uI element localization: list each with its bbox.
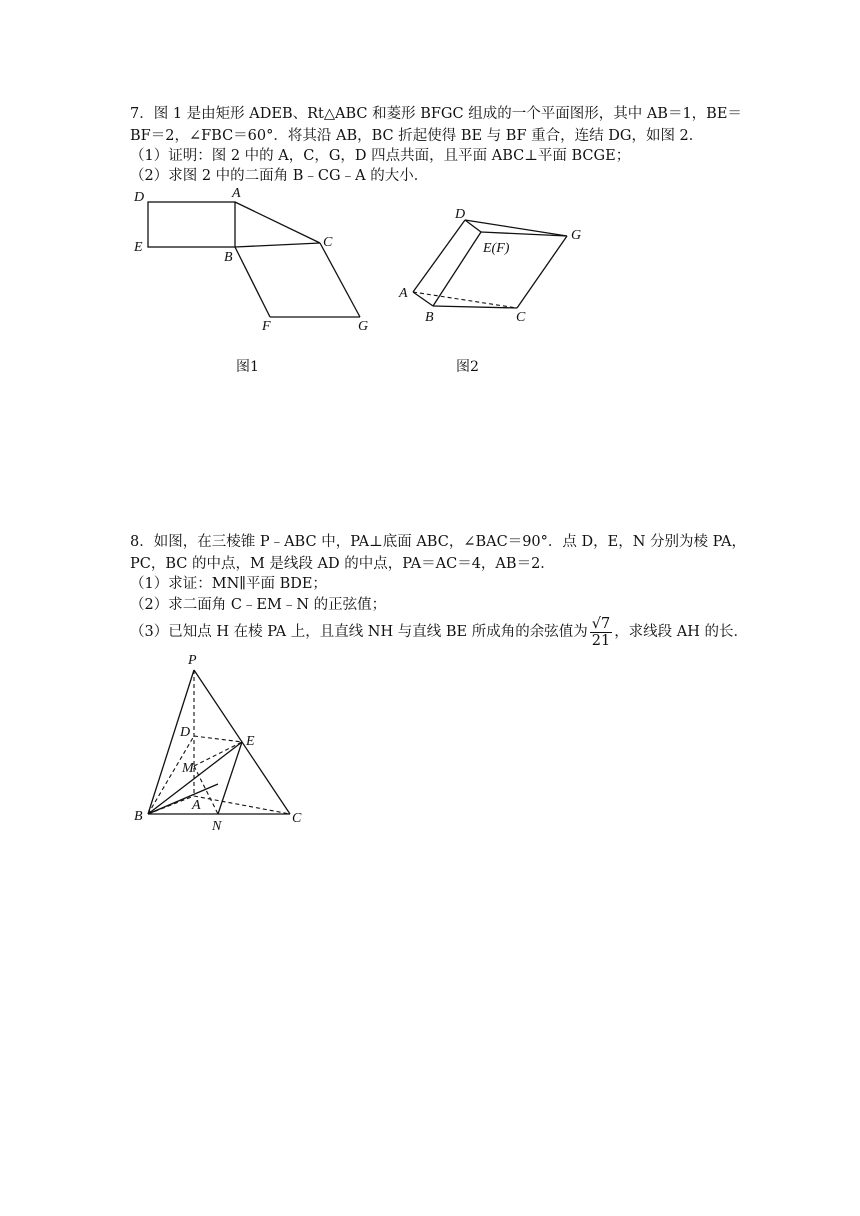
label-m: M	[182, 761, 194, 776]
label-ef: E(F)	[483, 241, 510, 256]
q8-part2: （2）求二面角 C﹣EM﹣N 的正弦值；	[130, 597, 387, 613]
segment-da	[413, 220, 465, 292]
label-d: D	[180, 725, 191, 740]
segment-pb	[148, 670, 194, 814]
figure-1-caption: 图1	[236, 359, 259, 375]
q7-line2: BF＝2，∠FBC＝60°．将其沿 AB，BC 折起使得 BE 与 BF 重合，连结 DG，如图 2．	[130, 128, 704, 144]
label-a: A	[192, 798, 201, 813]
q7-part1: （1）证明：图 2 中的 A，C，G，D 四点共面，且平面 ABC⊥平面 BCGE；	[130, 148, 631, 164]
q7-part2: （2）求图 2 中的二面角 B﹣CG﹣A 的大小．	[130, 168, 429, 184]
label-p: P	[188, 653, 197, 668]
label-c: C	[516, 310, 526, 325]
segment-bc	[235, 243, 320, 247]
q8-part1: （1）求证：MN∥平面 BDE；	[130, 576, 327, 592]
label-b: B	[134, 809, 143, 824]
fraction-numerator: √7	[591, 615, 611, 632]
label-c: C	[292, 811, 302, 826]
segment-gc	[517, 236, 567, 308]
q8-part3	[130, 612, 748, 652]
segment-eb	[433, 232, 481, 306]
segment-ac	[235, 202, 320, 243]
label-g: G	[571, 228, 582, 243]
q8-line2: PC，BC 的中点，M 是线段 AD 的中点，PA＝AC＝4，AB＝2．	[130, 556, 555, 572]
label-b: B	[425, 310, 434, 325]
q7-line1: 7．图 1 是由矩形 ADEB、Rt△ABC 和菱形 BFGC 组成的一个平面图形，其中 AB＝1，BE＝	[130, 106, 742, 122]
figure-2-caption: 图2	[456, 359, 479, 375]
segment-de-hidden	[194, 736, 242, 742]
label-e: E	[134, 240, 143, 255]
label-g: G	[358, 319, 369, 334]
label-d: D	[134, 190, 145, 205]
segment-ac-hidden	[194, 796, 290, 814]
segment-ac-hidden	[413, 292, 517, 308]
label-f: F	[262, 319, 271, 334]
label-a: A	[399, 286, 408, 301]
fraction	[590, 616, 612, 649]
label-d: D	[455, 207, 466, 222]
fraction-denominator: 21	[591, 632, 611, 649]
q7-figure-2	[395, 200, 595, 330]
label-c: C	[323, 235, 333, 250]
label-b: B	[224, 250, 233, 265]
segment-bf	[235, 247, 270, 317]
q8-figure-pyramid	[130, 650, 315, 835]
label-a: A	[232, 186, 241, 201]
q7-figure-1	[130, 185, 380, 340]
rectangle-adeb	[148, 202, 235, 247]
label-n: N	[212, 819, 222, 834]
segment-cg	[320, 243, 360, 317]
segment-ab-hidden	[148, 796, 194, 814]
q8-part3-before: （3）已知点 H 在棱 PA 上，且直线 NH 与直线 BE 所成角的余弦值为	[130, 624, 588, 640]
segment-bn-m	[148, 784, 218, 814]
q8-part3-after: ，求线段 AH 的长．	[614, 624, 749, 640]
label-e: E	[246, 734, 255, 749]
q8-line1: 8．如图，在三棱锥 P﹣ABC 中，PA⊥底面 ABC，∠BAC＝90°．点 D，E，N 分别为棱 PA，	[130, 534, 747, 550]
